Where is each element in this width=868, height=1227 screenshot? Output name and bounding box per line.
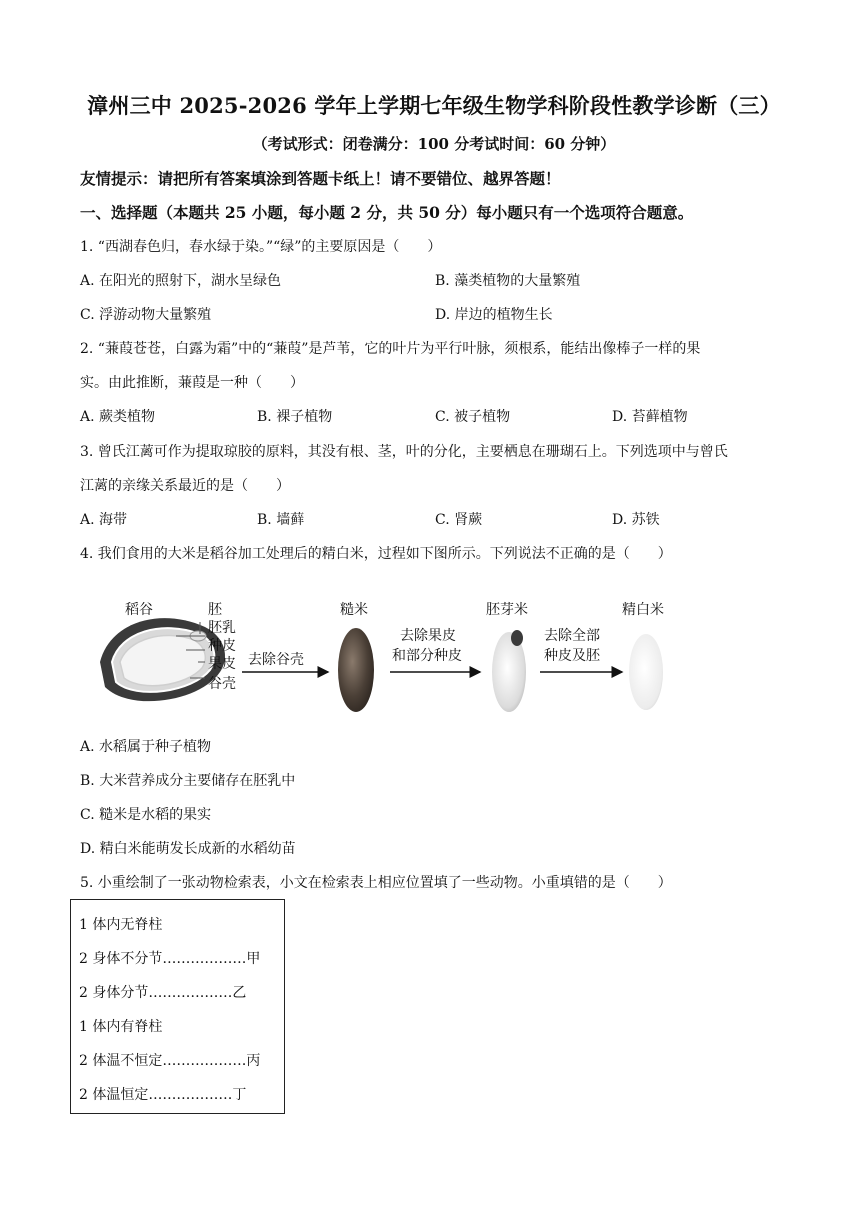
- label-husk: 谷壳: [208, 676, 236, 692]
- label-step3-line2: 种皮及胚: [544, 648, 600, 664]
- rice-processing-figure: [90, 592, 690, 717]
- label-endosperm: 胚乳: [208, 620, 236, 636]
- label-germ-rice: 胚芽米: [486, 602, 528, 618]
- germ-rice-embryo: [511, 630, 523, 646]
- friendly-tip: 友情提示：请把所有答案填涂到答题卡纸上！请不要错位、越界答题！: [80, 169, 561, 188]
- brown-rice-grain: [338, 628, 374, 712]
- q3-stem-line2: 江蓠的亲缘关系最近的是（ ）: [80, 478, 290, 494]
- q2-option-c: C. 被子植物: [435, 409, 511, 425]
- q2-option-b: B. 裸子植物: [257, 409, 333, 425]
- q4-option-d: D. 精白米能萌发长成新的水稻幼苗: [80, 841, 296, 857]
- q3-option-c: C. 肾蕨: [435, 512, 483, 528]
- label-pericarp: 果皮: [208, 656, 236, 672]
- key-line: 1 体内无脊柱: [79, 917, 163, 933]
- label-white-rice: 精白米: [622, 602, 664, 618]
- q4-stem: 4. 我们食用的大米是稻谷加工处理后的精白米，过程如下图所示。下列说法不正确的是（ ）: [80, 546, 672, 562]
- label-grain: 稻谷: [125, 602, 153, 618]
- exam-title: 漳州三中 2025-2026 学年上学期七年级生物学科阶段性教学诊断（三）: [87, 93, 781, 118]
- white-rice-grain: [629, 634, 663, 710]
- label-step2-line1: 去除果皮: [400, 628, 456, 644]
- rice-grain-drawing: [100, 618, 225, 701]
- label-step3-line1: 去除全部: [544, 628, 600, 644]
- key-line: 2 身体不分节………………甲: [79, 951, 261, 967]
- q4-option-c: C. 糙米是水稻的果实: [80, 807, 212, 823]
- label-step2-line2: 和部分种皮: [392, 648, 462, 664]
- label-brown-rice: 糙米: [340, 602, 368, 618]
- q1-option-d: D. 岸边的植物生长: [435, 307, 553, 323]
- key-line: 2 身体分节………………乙: [79, 985, 247, 1001]
- exam-subtitle: （考试形式：闭卷满分：100 分考试时间：60 分钟）: [252, 135, 616, 153]
- q1-stem: 1. “西湖春色归，春水绿于染。”“绿”的主要原因是（ ）: [80, 239, 442, 255]
- q5-stem: 5. 小重绘制了一张动物检索表，小文在检索表上相应位置填了一些动物。小重填错的是（ ）: [80, 875, 672, 891]
- q3-option-d: D. 苏铁: [612, 512, 660, 528]
- key-line: 2 体温恒定………………丁: [79, 1087, 247, 1103]
- q2-option-a: A. 蕨类植物: [80, 409, 156, 425]
- q3-stem-line1: 3. 曾氏江蓠可作为提取琼胶的原料，其没有根、茎，叶的分化，主要栖息在珊瑚石上。下列选项中与曾氏: [80, 444, 728, 460]
- q2-stem-line1: 2. “蒹葭苍苍，白露为霜”中的“蒹葭”是芦苇，它的叶片为平行叶脉，须根系，能结出像棒子一样的果: [80, 341, 701, 357]
- key-line: 2 体温不恒定………………丙: [79, 1053, 261, 1069]
- q1-option-c: C. 浮游动物大量繁殖: [80, 307, 212, 323]
- q1-option-b: B. 藻类植物的大量繁殖: [435, 273, 581, 289]
- key-line: 1 体内有脊柱: [79, 1019, 163, 1035]
- label-seed-coat: 种皮: [208, 638, 236, 654]
- label-embryo: 胚: [208, 602, 222, 618]
- label-step1: 去除谷壳: [248, 652, 304, 668]
- section-heading: 一、选择题（本题共 25 小题，每小题 2 分，共 50 分）每小题只有一个选项符合题意。: [80, 203, 694, 222]
- animal-key-table: [70, 899, 285, 1114]
- q2-stem-line2: 实。由此推断，蒹葭是一种（ ）: [80, 375, 304, 391]
- q4-option-a: A. 水稻属于种子植物: [80, 739, 212, 755]
- q3-option-b: B. 墙藓: [257, 512, 305, 528]
- q2-option-d: D. 苔藓植物: [612, 409, 688, 425]
- q3-option-a: A. 海带: [80, 512, 128, 528]
- q4-option-b: B. 大米营养成分主要储存在胚乳中: [80, 773, 296, 789]
- q1-option-a: A. 在阳光的照射下，湖水呈绿色: [80, 273, 282, 289]
